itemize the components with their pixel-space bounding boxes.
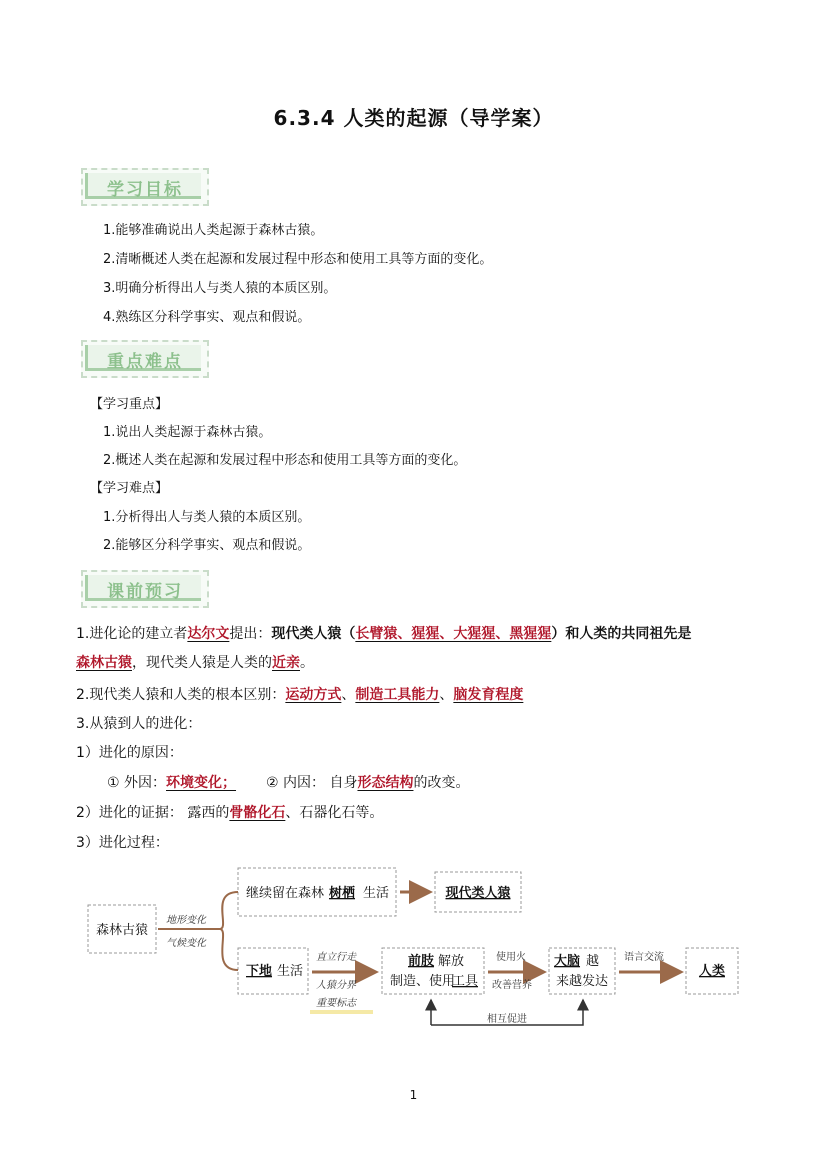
text: 、 (439, 687, 454, 703)
walk-label: 直立行走 (316, 952, 356, 963)
text: 2）进化的证据： 露西的 (76, 805, 230, 821)
answer-ancestor: 森林古猿 (76, 655, 132, 671)
brain-label: 大脑 (554, 954, 581, 969)
nutrition-label: 改善营养 (492, 980, 532, 991)
text: 。 (300, 655, 314, 671)
modern-apes-label: 现代类人猿 (445, 886, 511, 901)
preview-line-7: 3）进化过程： (76, 835, 169, 851)
answer-environment: 环境变化； (166, 775, 237, 791)
difficulty-2: 2.能够区分科学事实、观点和假说。 (103, 538, 311, 553)
text: 现代类人猿（ (271, 626, 356, 642)
preview-line-5 (107, 774, 469, 792)
evolution-diagram (80, 860, 750, 1040)
more-label: 越 (586, 954, 600, 969)
focus-label: 【学习重点】 (90, 397, 169, 412)
preview-line-2 (76, 686, 523, 704)
difficulty-1: 1.分析得出人与类人猿的本质区别。 (103, 510, 311, 525)
focus-2: 2.概述人类在起源和发展过程中形态和使用工具等方面的变化。 (103, 453, 467, 468)
language-label: 语言交流 (624, 952, 664, 963)
branch-brace (220, 892, 238, 970)
badge-learning-goals (81, 168, 209, 206)
mutual-label: 相互促进 (487, 1014, 527, 1025)
badge-label: 重点难点 (107, 352, 183, 372)
preview-line-6 (76, 804, 383, 822)
answer-form: 形态结构 (357, 775, 414, 791)
answer-movement: 运动方式 (285, 687, 342, 703)
text: ，现代类人猿是人类的 (132, 655, 272, 671)
forelimb-label: 前肢 (408, 954, 435, 969)
preview-line-1 (76, 625, 691, 643)
ground-label: 下地 (246, 964, 273, 979)
preview-line-4: 1）进化的原因： (76, 745, 183, 761)
badge-key-points (81, 340, 209, 378)
text: 1.进化论的建立者 (76, 626, 188, 642)
text: ② 内因： 自身 (266, 775, 358, 791)
developed-label: 来越发达 (556, 974, 609, 989)
answer-fossil: 骨骼化石 (229, 805, 286, 821)
text: ）和人类的共同祖先是 (551, 626, 692, 642)
origin-label: 森林古猿 (95, 923, 149, 938)
goal-3: 3.明确分析得出人与类人猿的本质区别。 (103, 281, 337, 296)
tools-label: 工具 (452, 974, 479, 989)
text: 提出： (229, 626, 272, 642)
divide-label: 人猿分界 (316, 980, 356, 991)
text: 、 (341, 687, 356, 703)
free-label: 解放 (438, 954, 465, 969)
answer-darwin: 达尔文 (187, 626, 230, 642)
highlight-marker (310, 1010, 373, 1014)
answer-relative: 近亲 (272, 655, 300, 671)
climate-label: 气候变化 (166, 938, 206, 949)
goal-4: 4.熟练区分科学事实、观点和假说。 (103, 310, 311, 325)
text: 的改变。 (413, 775, 470, 791)
badge-preview (81, 570, 209, 608)
mark-label: 重要标志 (316, 998, 356, 1009)
answer-brain: 脑发育程度 (453, 687, 524, 703)
page-number: 1 (409, 1088, 418, 1102)
forest-label: 继续留在森林 (246, 886, 325, 901)
text: 2.现代类人猿和人类的根本区别： (76, 687, 286, 703)
text: 、石器化石等。 (285, 805, 384, 821)
answer-apes: 长臂猿、猩猩、大猩猩、黑猩猩 (355, 626, 552, 642)
goal-1: 1.能够准确说出人类起源于森林古猿。 (103, 223, 324, 238)
preview-line-3: 3.从猿到人的进化： (76, 716, 202, 732)
human-label: 人类 (698, 964, 726, 979)
tree-label: 树栖 (329, 886, 356, 901)
page-title: 6.3.4 人类的起源（导学案） (273, 106, 554, 130)
answer-tools: 制造工具能力 (355, 687, 440, 703)
live-label: 生活 (363, 886, 390, 901)
make-use-label: 制造、使用 (390, 974, 456, 989)
ground-live-label: 生活 (277, 964, 304, 979)
difficulty-label: 【学习难点】 (90, 481, 169, 496)
badge-label: 课前预习 (107, 582, 183, 602)
goal-2: 2.清晰概述人类在起源和发展过程中形态和使用工具等方面的变化。 (103, 252, 493, 267)
terrain-label: 地形变化 (166, 915, 206, 926)
preview-line-1b (76, 654, 314, 672)
focus-1: 1.说出人类起源于森林古猿。 (103, 425, 272, 440)
text: ① 外因： (107, 775, 167, 791)
fire-label: 使用火 (496, 952, 526, 963)
badge-label: 学习目标 (107, 180, 183, 200)
